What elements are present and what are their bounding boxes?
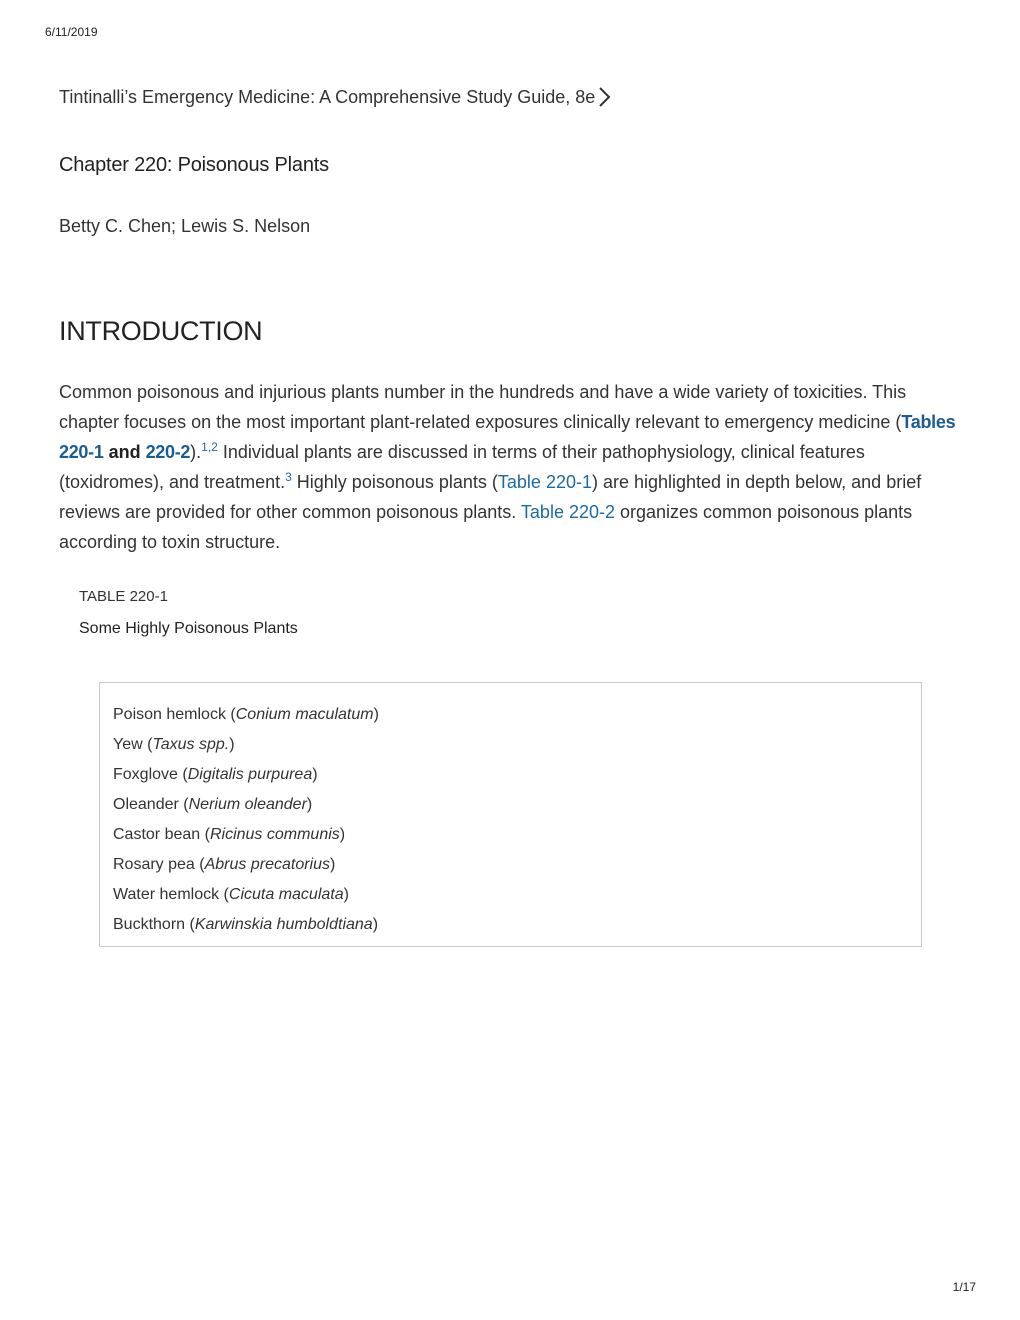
list-item: Oleander (Nerium oleander) [113,796,313,813]
section-heading-introduction: INTRODUCTION [59,316,263,346]
list-item: Yew (Taxus spp.) [113,736,235,753]
introduction-paragraph [59,377,969,557]
table-label: TABLE 220-1 [79,588,168,605]
list-item: Rosary pea (Abrus precatorius) [113,856,336,873]
page-number: 1/17 [952,1280,976,1294]
chapter-authors: Betty C. Chen; Lewis S. Nelson [59,216,311,236]
link-table-220-2[interactable]: Table 220-2 [520,502,615,522]
list-item: Water hemlock (Cicuta maculata) [113,886,349,903]
book-title: Tintinalli’s Emergency Medicine: A Comprehensive Study Guide, 8e [59,86,596,107]
link-table-220-1[interactable]: Table 220-1 [497,472,592,492]
intro-text-1: Common poisonous and injurious plants number in the hundreds and have a wide variety of toxicities. This chapter focuses on the most important plant-related exposures clinically relevant to emergency medicine ( [59,382,907,432]
list-item: Poison hemlock (Conium maculatum) [113,706,379,723]
reference-3[interactable]: 3 [285,470,292,484]
intro-text-2: ). [190,442,202,462]
table-caption: Some Highly Poisonous Plants [79,620,298,637]
list-item: Buckthorn (Karwinskia humboldtiana) [113,916,379,933]
list-item: Foxglove (Digitalis purpurea) [113,766,318,783]
book-title-link[interactable] [59,86,612,108]
link-tables-220-2[interactable]: 220-2 [145,442,191,462]
reference-1-2[interactable]: 1,2 [201,440,218,454]
intro-text-6: organizes common poisonous plants according to toxin structure. [59,502,913,552]
chapter-title: Chapter 220: Poisonous Plants [59,154,329,176]
chevron-right-icon [598,86,612,108]
intro-text-5: ) are highlighted in depth below, and brief reviews are provided for other common poisonous plants. [59,472,922,522]
intro-text-3: Individual plants are discussed in terms of their pathophysiology, clinical features (toxidromes), and treatment. [59,442,865,492]
intro-and: and [108,442,141,462]
plants-table [99,682,922,947]
list-item: Castor bean (Ricinus communis) [113,826,346,843]
link-tables-220-1[interactable]: Tables 220-1 [59,412,956,462]
intro-text-4: Highly poisonous plants ( [291,472,498,492]
plant-list [100,683,921,940]
print-date: 6/11/2019 [45,25,98,39]
